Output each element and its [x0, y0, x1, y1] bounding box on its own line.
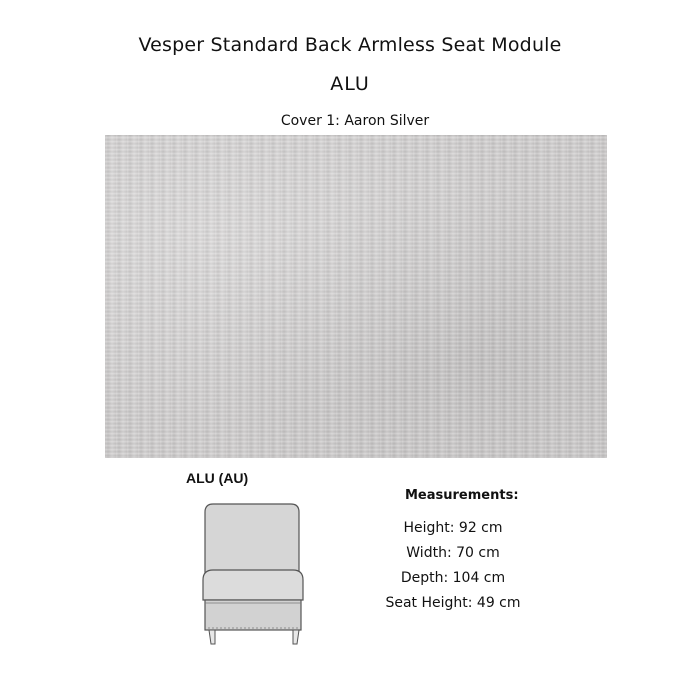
product-title: Vesper Standard Back Armless Seat Module [138, 34, 562, 56]
product-code: ALU [330, 73, 370, 95]
measurement-depth: Depth: 104 cm [400, 570, 506, 586]
measurement-height: Height: 92 cm [403, 520, 503, 536]
armless-seat-module-icon [195, 500, 325, 650]
measurement-seat-height: Seat Height: 49 cm [385, 595, 521, 611]
fabric-swatch-image [105, 135, 607, 458]
cover-label: Cover 1: Aaron Silver [280, 113, 430, 129]
measurement-width: Width: 70 cm [406, 545, 500, 561]
model-label: ALU (AU) [186, 470, 249, 486]
measurements-list [383, 520, 523, 620]
measurements-heading: Measurements: [405, 488, 519, 503]
